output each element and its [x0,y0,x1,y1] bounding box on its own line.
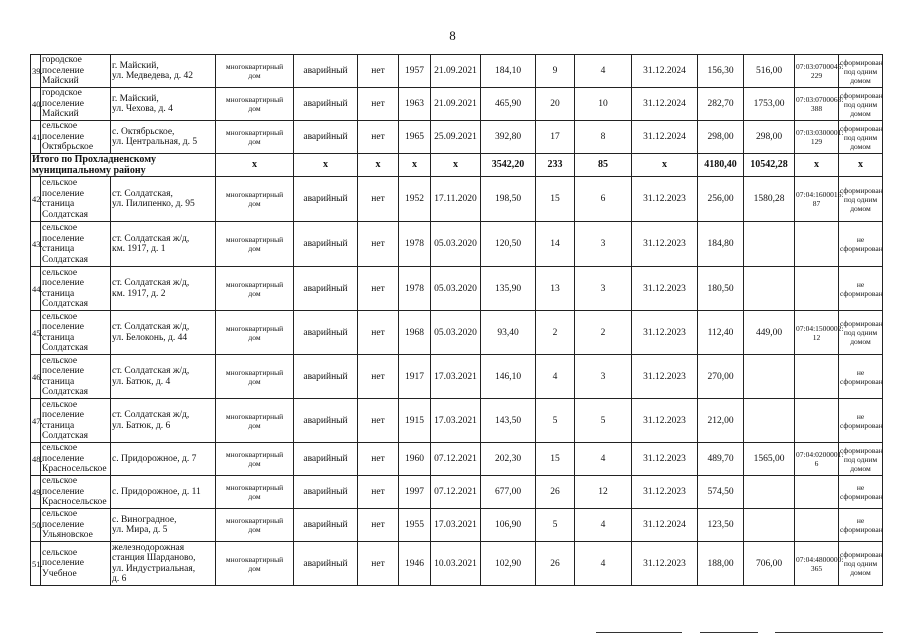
building-type-cell: многоквартирный дом [216,542,294,586]
land-status-cell: сформирован под одним домом [839,443,883,476]
apartments-cell: 4 [575,55,632,88]
recognition-date-cell: 21.09.2021 [431,55,481,88]
row-number-cell: 42. [31,177,41,222]
area-2-cell: 489,70 [698,443,744,476]
apartments-cell: 3 [575,355,632,399]
apartments-cell: 2 [575,311,632,355]
recognition-date-cell: 05.03.2020 [431,311,481,355]
year-built-cell: 1968 [399,311,431,355]
settlement-cell: сельское поселение Октябрьское [41,121,111,154]
total-land-area-cell: 10542,28 [744,154,795,177]
year-built-cell: 1997 [399,476,431,509]
table-row [31,355,883,399]
address-cell: с. Виноградное, ул. Мира, д. 5 [111,509,216,542]
flag-cell: нет [358,177,399,222]
settlement-cell: городское поселение Майский [41,88,111,121]
recognition-date-cell: 21.09.2021 [431,88,481,121]
total-x-cell: x [431,154,481,177]
apartments-cell: 5 [575,399,632,443]
land-area-cell: 1580,28 [744,177,795,222]
residents-cell: 5 [536,509,575,542]
condition-cell: аварийный [294,222,358,267]
area-2-cell: 156,30 [698,55,744,88]
table-row [31,177,883,222]
area-cell: 146,10 [481,355,536,399]
residents-cell: 26 [536,476,575,509]
total-x-cell: x [632,154,698,177]
land-status-cell: сформирован под одним домом [839,177,883,222]
recognition-date-cell: 17.03.2021 [431,399,481,443]
resettlement-deadline-cell: 31.12.2023 [632,399,698,443]
settlement-cell: сельское поселение станица Солдатская [41,311,111,355]
table-row [31,311,883,355]
area-cell: 392,80 [481,121,536,154]
row-number-cell: 50. [31,509,41,542]
area-2-cell: 188,00 [698,542,744,586]
area-2-cell: 270,00 [698,355,744,399]
area-2-cell: 282,70 [698,88,744,121]
area-cell: 143,50 [481,399,536,443]
land-status-cell: не сформирован [839,476,883,509]
resettlement-deadline-cell: 31.12.2023 [632,476,698,509]
residents-cell: 17 [536,121,575,154]
address-cell: ст. Солдатская, ул. Пилипенко, д. 95 [111,177,216,222]
area-2-cell: 574,50 [698,476,744,509]
settlement-cell: сельское поселение Учебное [41,542,111,586]
resettlement-deadline-cell: 31.12.2023 [632,542,698,586]
area-2-cell: 212,00 [698,399,744,443]
residents-cell: 5 [536,399,575,443]
building-type-cell: многоквартирный дом [216,55,294,88]
row-number-cell: 44. [31,267,41,311]
total-label: Итого по Прохладненскому муниципальному району [31,154,216,177]
land-area-cell: 298,00 [744,121,795,154]
cadastral-number-cell: 07:03:0300001: 129 [795,121,839,154]
flag-cell: нет [358,443,399,476]
table-row [31,222,883,267]
area-cell: 93,40 [481,311,536,355]
apartments-cell: 4 [575,542,632,586]
cadastral-number-cell [795,476,839,509]
cadastral-number-cell [795,509,839,542]
year-built-cell: 1917 [399,355,431,399]
total-area-2-cell: 4180,40 [698,154,744,177]
flag-cell: нет [358,121,399,154]
row-number-cell: 49. [31,476,41,509]
year-built-cell: 1957 [399,55,431,88]
table-row [31,476,883,509]
flag-cell: нет [358,542,399,586]
settlement-cell: сельское поселение Красносельское [41,443,111,476]
condition-cell: аварийный [294,267,358,311]
address-cell: с. Придорожное, д. 7 [111,443,216,476]
flag-cell: нет [358,311,399,355]
settlement-cell: сельское поселение Красносельское [41,476,111,509]
flag-cell: нет [358,476,399,509]
condition-cell: аварийный [294,355,358,399]
condition-cell: аварийный [294,311,358,355]
building-type-cell: многоквартирный дом [216,355,294,399]
row-number-cell: 41. [31,121,41,154]
total-x-cell: x [216,154,294,177]
total-x-cell: x [839,154,883,177]
area-cell: 135,90 [481,267,536,311]
table-row [31,88,883,121]
land-status-cell: не сформирован [839,222,883,267]
apartments-cell: 3 [575,267,632,311]
land-status-cell: не сформирован [839,399,883,443]
condition-cell: аварийный [294,55,358,88]
row-number-cell: 48. [31,443,41,476]
row-number-cell: 40. [31,88,41,121]
residents-cell: 20 [536,88,575,121]
address-cell: железнодорожная станция Шарданово, ул. Индустриальная, д. 6 [111,542,216,586]
cadastral-number-cell [795,222,839,267]
flag-cell: нет [358,55,399,88]
resettlement-deadline-cell: 31.12.2024 [632,55,698,88]
land-area-cell: 706,00 [744,542,795,586]
year-built-cell: 1963 [399,88,431,121]
residents-cell: 2 [536,311,575,355]
building-type-cell: многоквартирный дом [216,443,294,476]
year-built-cell: 1960 [399,443,431,476]
settlement-cell: сельское поселение станица Солдатская [41,399,111,443]
flag-cell: нет [358,222,399,267]
recognition-date-cell: 10.03.2021 [431,542,481,586]
row-number-cell: 43. [31,222,41,267]
cadastral-number-cell: 07:04:1600016: 87 [795,177,839,222]
apartments-cell: 8 [575,121,632,154]
housing-registry-table [30,54,883,586]
total-x-cell: x [399,154,431,177]
settlement-cell: сельское поселение Ульяновское [41,509,111,542]
cadastral-number-cell [795,399,839,443]
area-cell: 677,00 [481,476,536,509]
settlement-cell: сельское поселение станица Солдатская [41,177,111,222]
table-row [31,55,883,88]
land-area-cell: 449,00 [744,311,795,355]
apartments-cell: 3 [575,222,632,267]
residents-cell: 13 [536,267,575,311]
residents-cell: 14 [536,222,575,267]
land-area-cell [744,222,795,267]
area-2-cell: 123,50 [698,509,744,542]
area-cell: 184,10 [481,55,536,88]
address-cell: ст. Солдатская ж/д, км. 1917, д. 2 [111,267,216,311]
address-cell: ст. Солдатская ж/д, км. 1917, д. 1 [111,222,216,267]
condition-cell: аварийный [294,177,358,222]
table-row [31,509,883,542]
recognition-date-cell: 05.03.2020 [431,267,481,311]
row-number-cell: 51. [31,542,41,586]
building-type-cell: многоквартирный дом [216,267,294,311]
resettlement-deadline-cell: 31.12.2024 [632,509,698,542]
residents-cell: 9 [536,55,575,88]
recognition-date-cell: 07.12.2021 [431,443,481,476]
address-cell: г. Майский, ул. Медведева, д. 42 [111,55,216,88]
recognition-date-cell: 17.03.2021 [431,355,481,399]
area-2-cell: 256,00 [698,177,744,222]
cadastral-number-cell: 07:04:0200001: 6 [795,443,839,476]
signature-line [596,632,682,633]
condition-cell: аварийный [294,542,358,586]
total-apartments-cell: 85 [575,154,632,177]
resettlement-deadline-cell: 31.12.2023 [632,355,698,399]
land-area-cell: 1753,00 [744,88,795,121]
cadastral-number-cell [795,267,839,311]
address-cell: ст. Солдатская ж/д, ул. Батюк, д. 6 [111,399,216,443]
flag-cell: нет [358,355,399,399]
land-area-cell [744,355,795,399]
area-cell: 202,30 [481,443,536,476]
cadastral-number-cell: 07:04:1500002: 12 [795,311,839,355]
condition-cell: аварийный [294,476,358,509]
total-x-cell: x [795,154,839,177]
building-type-cell: многоквартирный дом [216,311,294,355]
land-status-cell: не сформирован [839,267,883,311]
area-cell: 102,90 [481,542,536,586]
recognition-date-cell: 07.12.2021 [431,476,481,509]
land-status-cell: сформирован под одним домом [839,542,883,586]
condition-cell: аварийный [294,88,358,121]
land-status-cell: сформирован под одним домом [839,88,883,121]
resettlement-deadline-cell: 31.12.2023 [632,443,698,476]
apartments-cell: 12 [575,476,632,509]
recognition-date-cell: 05.03.2020 [431,222,481,267]
recognition-date-cell: 17.03.2021 [431,509,481,542]
residents-cell: 15 [536,177,575,222]
building-type-cell: многоквартирный дом [216,399,294,443]
recognition-date-cell: 25.09.2021 [431,121,481,154]
address-cell: г. Майский, ул. Чехова, д. 4 [111,88,216,121]
area-cell: 120,50 [481,222,536,267]
area-2-cell: 184,80 [698,222,744,267]
address-cell: с. Октябрьское, ул. Центральная, д. 5 [111,121,216,154]
cadastral-number-cell [795,355,839,399]
resettlement-deadline-cell: 31.12.2023 [632,177,698,222]
condition-cell: аварийный [294,399,358,443]
land-area-cell [744,509,795,542]
building-type-cell: многоквартирный дом [216,222,294,267]
total-row [31,154,883,177]
area-cell: 198,50 [481,177,536,222]
resettlement-deadline-cell: 31.12.2023 [632,267,698,311]
area-cell: 106,90 [481,509,536,542]
building-type-cell: многоквартирный дом [216,476,294,509]
land-area-cell [744,267,795,311]
year-built-cell: 1952 [399,177,431,222]
cadastral-number-cell: 07:03:0700068: 388 [795,88,839,121]
residents-cell: 15 [536,443,575,476]
land-area-cell: 516,00 [744,55,795,88]
total-residents-cell: 233 [536,154,575,177]
area-2-cell: 112,40 [698,311,744,355]
residents-cell: 26 [536,542,575,586]
signature-line [775,632,883,633]
cadastral-number-cell: 07:03:0700045: 229 [795,55,839,88]
flag-cell: нет [358,267,399,311]
table-row [31,267,883,311]
land-area-cell [744,399,795,443]
building-type-cell: многоквартирный дом [216,509,294,542]
address-cell: с. Придорожное, д. 11 [111,476,216,509]
settlement-cell: городское поселение Майский [41,55,111,88]
table-row [31,542,883,586]
resettlement-deadline-cell: 31.12.2024 [632,88,698,121]
condition-cell: аварийный [294,443,358,476]
resettlement-deadline-cell: 31.12.2023 [632,222,698,267]
apartments-cell: 4 [575,509,632,542]
row-number-cell: 47. [31,399,41,443]
flag-cell: нет [358,399,399,443]
residents-cell: 4 [536,355,575,399]
signature-line [700,632,758,633]
row-number-cell: 39. [31,55,41,88]
total-area-cell: 3542,20 [481,154,536,177]
page-number: 8 [449,28,456,43]
land-status-cell: не сформирован [839,355,883,399]
row-number-cell: 46. [31,355,41,399]
recognition-date-cell: 17.11.2020 [431,177,481,222]
condition-cell: аварийный [294,121,358,154]
resettlement-deadline-cell: 31.12.2023 [632,311,698,355]
building-type-cell: многоквартирный дом [216,177,294,222]
cadastral-number-cell: 07:04:4800000: 365 [795,542,839,586]
table-row [31,121,883,154]
year-built-cell: 1955 [399,509,431,542]
area-2-cell: 180,50 [698,267,744,311]
address-cell: ст. Солдатская ж/д, ул. Белоконь, д. 44 [111,311,216,355]
settlement-cell: сельское поселение станица Солдатская [41,267,111,311]
land-status-cell: сформирован под одним домом [839,121,883,154]
year-built-cell: 1915 [399,399,431,443]
address-cell: ст. Солдатская ж/д, ул. Батюк, д. 4 [111,355,216,399]
settlement-cell: сельское поселение станица Солдатская [41,355,111,399]
area-cell: 465,90 [481,88,536,121]
flag-cell: нет [358,509,399,542]
land-area-cell: 1565,00 [744,443,795,476]
table-row [31,399,883,443]
land-area-cell [744,476,795,509]
land-status-cell: сформирован под одним домом [839,55,883,88]
total-x-cell: x [294,154,358,177]
apartments-cell: 10 [575,88,632,121]
year-built-cell: 1946 [399,542,431,586]
building-type-cell: многоквартирный дом [216,121,294,154]
table-row [31,443,883,476]
area-2-cell: 298,00 [698,121,744,154]
year-built-cell: 1978 [399,267,431,311]
apartments-cell: 6 [575,177,632,222]
year-built-cell: 1965 [399,121,431,154]
flag-cell: нет [358,88,399,121]
apartments-cell: 4 [575,443,632,476]
resettlement-deadline-cell: 31.12.2024 [632,121,698,154]
building-type-cell: многоквартирный дом [216,88,294,121]
land-status-cell: сформирован под одним домом [839,311,883,355]
condition-cell: аварийный [294,509,358,542]
land-status-cell: не сформирован [839,509,883,542]
row-number-cell: 45. [31,311,41,355]
year-built-cell: 1978 [399,222,431,267]
total-x-cell: x [358,154,399,177]
settlement-cell: сельское поселение станица Солдатская [41,222,111,267]
